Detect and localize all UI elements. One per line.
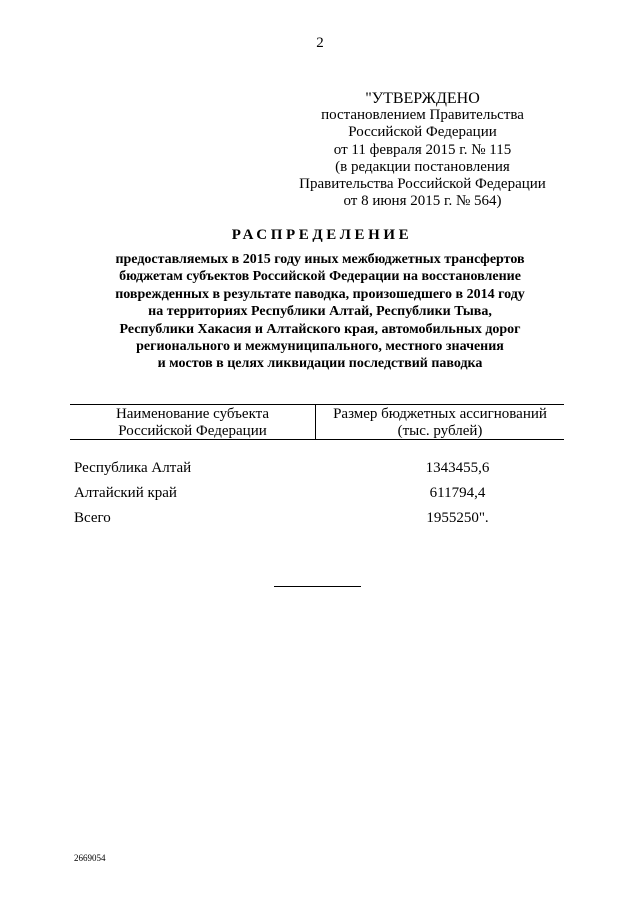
- header-line: Российской Федерации: [118, 422, 267, 439]
- subject-name: Республика Алтай: [74, 460, 192, 476]
- table-header: [70, 405, 564, 439]
- subject-name: Алтайский край: [74, 485, 177, 501]
- allocation-table: [70, 404, 564, 535]
- approval-line: (в редакции постановления: [335, 158, 510, 175]
- header-budget-amount: [315, 405, 564, 439]
- budget-amount: 611794,4: [429, 485, 486, 501]
- document-title: РАСПРЕДЕЛЕНИЕ: [231, 227, 413, 243]
- approval-line: Российской Федерации: [348, 124, 497, 141]
- end-divider: [274, 586, 361, 587]
- header-line: (тыс. рублей): [397, 422, 483, 439]
- subtitle-line: и мостов в целях ликвидации последствий паводка: [157, 356, 483, 372]
- table-body: [70, 440, 564, 535]
- subtitle-line: на территориях Республики Алтай, Республики Тыва,: [148, 304, 492, 320]
- approval-line: постановлением Правительства: [321, 107, 524, 124]
- header-line: Наименование субъекта: [115, 406, 270, 422]
- subtitle-line: Республики Хакасия и Алтайского края, автомобильных дорог: [119, 321, 521, 337]
- table-row: [70, 510, 564, 535]
- page-number: 2: [316, 35, 324, 51]
- subtitle-line: поврежденных в результате паводка, произошедшего в 2014 году: [115, 286, 525, 302]
- table-row: [70, 460, 564, 485]
- budget-amount: 1955250".: [426, 510, 489, 526]
- subject-name: Всего: [74, 510, 111, 526]
- budget-amount: 1343455,6: [425, 460, 490, 476]
- approval-line: Правительства Российской Федерации: [299, 176, 546, 193]
- subtitle-line: предоставляемых в 2015 году иных межбюджетных трансфертов: [115, 252, 525, 267]
- approval-line: от 8 июня 2015 г. № 564): [343, 193, 502, 210]
- approval-block: [290, 90, 555, 210]
- subtitle-line: регионального и межмуниципального, местного значения: [136, 339, 504, 355]
- table-row: [70, 485, 564, 510]
- header-subject-name: [70, 405, 315, 439]
- document-code: 2669054: [74, 853, 106, 863]
- document-subtitle: [70, 251, 570, 373]
- header-line: Размер бюджетных ассигнований: [333, 406, 547, 422]
- approval-line: от 11 февраля 2015 г. № 115: [333, 141, 512, 158]
- approval-line: "УТВЕРЖДЕНО: [365, 90, 480, 107]
- subtitle-line: бюджетам субъектов Российской Федерации на восстановление: [119, 269, 521, 285]
